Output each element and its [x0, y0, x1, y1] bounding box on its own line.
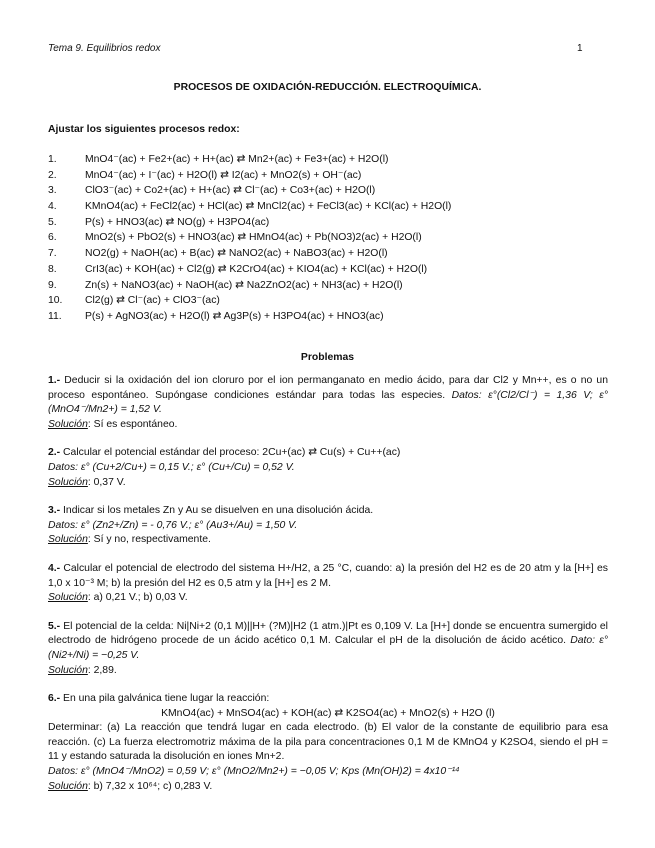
equation-row: [48, 278, 608, 294]
equation-text: Zn(s) + NaNO3(ac) + NaOH(ac) ⇄ Na2ZnO2(ac) + NH3(ac) + H2O(l): [85, 279, 403, 291]
problem-data: Datos: ε° (Cu+2/Cu+) = 0,15 V.; ε° (Cu+/Cu) = 0,52 V.: [48, 461, 295, 473]
equation-number: 4.: [48, 201, 57, 213]
solution-text: : b) 7,32 x 10⁶⁴; c) 0,283 V.: [87, 780, 213, 792]
problem-2: [48, 446, 608, 490]
equation-row: [48, 215, 608, 231]
equation-row: [48, 309, 608, 325]
problem-text: Calcular el potencial estándar del proceso: 2Cu+(ac) ⇄ Cu(s) + Cu++(ac): [63, 447, 401, 459]
problem-number: 3.-: [48, 505, 61, 517]
equation-row: [48, 262, 608, 278]
adjust-heading: Ajustar los siguientes procesos redox:: [48, 124, 240, 135]
solution-label: Solución: [48, 418, 88, 430]
equation-text: P(s) + AgNO3(ac) + H2O(l) ⇄ Ag3P(s) + H3PO4(ac) + HNO3(ac): [85, 310, 384, 322]
equation-number: 3.: [48, 185, 57, 197]
problem-data: Datos: ε°(Cl2/Cl⁻) = 1,36 V; ε°(MnO4⁻/Mn2+) = 1,52 V.: [48, 389, 609, 416]
equation-text: NO2(g) + NaOH(ac) + B(ac) ⇄ NaNO2(ac) + NaBO3(ac) + H2O(l): [85, 248, 388, 260]
equation-row: [48, 183, 608, 199]
solution-label: Solución: [48, 592, 88, 604]
solution-text: : 0,37 V.: [87, 476, 126, 488]
equation-number: 2.: [48, 169, 57, 181]
equation-number: 9.: [48, 279, 57, 291]
problem-data: Datos: ε° (MnO4⁻/MnO2) = 0,59 V; ε° (MnO2/Mn2+) = −0,05 V; Kps (Mn(OH)2) = 4x10⁻¹⁴: [48, 766, 460, 778]
document-title: PROCESOS DE OXIDACIÓN-REDUCCIÓN. ELECTROQUÍMICA.: [173, 82, 482, 93]
problem-number: 1.-: [48, 375, 61, 386]
header-title: Tema 9. Equilibrios redox: [48, 43, 161, 54]
equation-text: MnO2(s) + PbO2(s) + HNO3(ac) ⇄ HMnO4(ac) + Pb(NO3)2(ac) + H2O(l): [85, 232, 422, 244]
equation-number: 10.: [48, 295, 63, 307]
solution-text: : Sí y no, respectivamente.: [87, 534, 211, 546]
problem-1: [48, 374, 608, 432]
page-number: 1: [577, 43, 583, 54]
equation-text: KMnO4(ac) + FeCl2(ac) + HCl(ac) ⇄ MnCl2(ac) + FeCl3(ac) + KCl(ac) + H2O(l): [85, 201, 452, 213]
equation-number: 7.: [48, 248, 57, 260]
equation-number: 6.: [48, 232, 57, 244]
solution-label: Solución: [48, 780, 88, 792]
problem-text: El potencial de la celda: Ni|Ni+2 (0,1 M)||H+ (?M)|H2 (1 atm.)|Pt es 0,109 V. La [H+] donde se encuentra sumergido el electrodo de hidrógeno procede de un ácido acético 0,1 M. Calcular el pH de la disolución de ácido acético.: [48, 620, 608, 647]
equation-number: 11.: [48, 310, 62, 322]
problem-text: En una pila galvánica tiene lugar la reacción:: [63, 693, 270, 705]
problem-4: [48, 562, 608, 606]
solution-label: Solución: [48, 534, 88, 546]
problem-number: 5.-: [48, 620, 61, 632]
solution-text: : 2,89.: [87, 664, 117, 676]
equation-number: 1.: [48, 154, 57, 165]
problem-number: 4.-: [48, 562, 61, 574]
problem-data: Datos: ε° (Zn2+/Zn) = - 0,76 V.; ε° (Au3+/Au) = 1,50 V.: [48, 519, 298, 531]
problem-number: 2.-: [48, 447, 61, 459]
solution-label: Solución: [48, 664, 88, 676]
equation-text: ClO3⁻(ac) + Co2+(ac) + H+(ac) ⇄ Cl⁻(ac) + Co3+(ac) + H2O(l): [85, 185, 376, 197]
equation-text: P(s) + HNO3(ac) ⇄ NO(g) + H3PO4(ac): [85, 216, 270, 228]
problem-5: [48, 620, 608, 678]
equation-row: [48, 152, 608, 168]
problem-number: 6.-: [48, 693, 61, 705]
solution-label: Solución: [48, 476, 88, 488]
problem-3: [48, 504, 608, 548]
equation-text: Cl2(g) ⇄ Cl⁻(ac) + ClO3⁻(ac): [85, 295, 220, 307]
equation-text: MnO4⁻(ac) + I⁻(ac) + H2O(l) ⇄ I2(ac) + MnO2(s) + OH⁻(ac): [85, 169, 362, 181]
equation-text: MnO4⁻(ac) + Fe2+(ac) + H+(ac) ⇄ Mn2+(ac) + Fe3+(ac) + H2O(l): [85, 154, 389, 165]
problem-text-2: Determinar: (a) La reacción que tendrá lugar en cada electrodo. (b) El valor de la constante de equilibrio para esa reacción. (c) La fuerza electromotriz máxima de la pila para concentraciones 0,1 M de KMnO4 y K2SO4, siendo el pH = 11 y estando saturada la disolución en iones Mn+2.: [48, 722, 608, 763]
equation-row: [48, 293, 608, 309]
solution-text: : Sí es espontáneo.: [87, 418, 178, 430]
equation-text: CrI3(ac) + KOH(ac) + Cl2(g) ⇄ K2CrO4(ac) + KIO4(ac) + KCl(ac) + H2O(l): [85, 263, 428, 275]
problem-data: Dato: ε° (Ni2+/Ni) = −0,25 V.: [48, 635, 608, 661]
problem-text: Calcular el potencial de electrodo del sistema H+/H2, a 25 °C, cuando: a) la presión del H2 es de 20 atm y la [H+] es 1,0 x 10⁻³ M; b) la presión del H2 es 0,5 atm y la [H+] es 2 M.: [48, 562, 608, 589]
equation-row: [48, 168, 608, 184]
problem-text: Indicar si los metales Zn y Au se disuelven en una disolución ácida.: [63, 505, 374, 517]
equation-number: 8.: [48, 263, 57, 275]
solution-text: : a) 0,21 V.; b) 0,03 V.: [87, 592, 188, 604]
equation-row: [48, 246, 608, 262]
problems-section: [48, 374, 608, 808]
problem-6: [48, 692, 608, 794]
problem-reaction: KMnO4(ac) + MnSO4(ac) + KOH(ac) ⇄ K2SO4(ac) + MnO2(s) + H2O (l): [161, 707, 495, 719]
problem-text: Deducir si la oxidación del ion cloruro por el ion permanganato en medio ácido, para dar Cl2 y Mn++, es o no un proceso espontáneo. Supóngase condiciones estándar para todas las especies.: [48, 375, 608, 401]
equation-number: 5.: [48, 216, 57, 228]
problems-heading: Problemas: [300, 352, 355, 363]
equation-row: [48, 230, 608, 246]
equation-row: [48, 199, 608, 215]
equation-list: [48, 152, 608, 325]
